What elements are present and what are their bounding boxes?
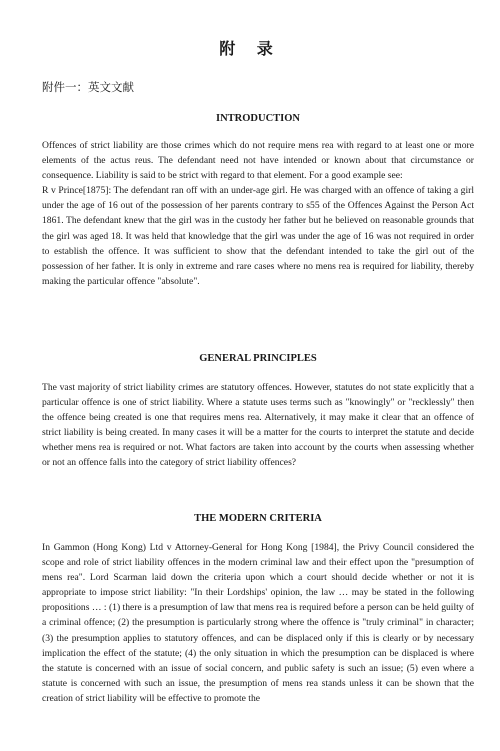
section-heading: INTRODUCTION <box>215 113 300 124</box>
paragraph: The vast majority of strict liability crimes are statutory offences. However, statutes do not state explicitly that a particular offence is one of strict liability. Where a statute uses terms such as "knowingly" or "recklessly" then the offence being created is one that requires mens rea. Alternatively, it may make it clear that an offence of strict liability is being created. In many cases it will be a matter for the courts to interpret the statute and decide whether mens rea is required or not. What factors are taken into account by the courts when assessing whether or not an offence falls into the category of strict liability offences? <box>42 382 474 469</box>
section-modern-criteria <box>42 513 474 706</box>
paragraph: Offences of strict liability are those crimes which do not require mens rea with regard to at least one or more elements of the actus reus. The defendant need not have intended or known about that circumstance or consequence. Liability is said to be strict with regard to that element. For a good example see: <box>42 140 474 182</box>
paragraph: In Gammon (Hong Kong) Ltd v Attorney-General for Hong Kong [1984], the Privy Council considered the scope and role of strict liability offences in the modern criminal law and their effect upon the "presumption of mens rea". Lord Scarman laid down the criteria upon which a court should decide whether or not it is appropriate to impose strict liability: "In their Lordships' opinion, the law … may be stated in the following propositions … : (1) there is a presumption of law that mens rea is required before a person can be held guilty of a criminal offence; (2) the presumption is particularly strong where the offence is "truly criminal" in character; (3) the presumption applies to statutory offences, and can be displaced only if this is clearly or by necessary implication the effect of the statute; (4) the only situation in which the presumption can be displaced is where the statute is concerned with an issue of social concern, and public safety is such an issue; (5) even where a statute is concerned with such an issue, the presumption of mens rea stands unless it can be shown that the creation of strict liability will be effective to promote the <box>42 542 474 704</box>
section-general-principles <box>42 353 474 471</box>
section-introduction <box>42 113 474 289</box>
appendix-label: 附件一：英文文献 <box>42 80 134 94</box>
section-heading: GENERAL PRINCIPLES <box>199 353 317 364</box>
page-title: 附 录 <box>219 39 281 58</box>
section-heading: THE MODERN CRITERIA <box>194 513 322 524</box>
paragraph: R v Prince[1875]: The defendant ran off with an under-age girl. He was charged with an offence of taking a girl under the age of 16 out of the possession of her parents contrary to s55 of the Offences Against the Person Act 1861. The defendant knew that the girl was in the custody her father but he believed on reasonable grounds that the girl was aged 18. It was held that knowledge that the girl was under the age of 16 was not required in order to establish the offence. It was sufficient to show that the defendant intended to take the girl out of the possession of her father. It is only in extreme and rare cases where no mens rea is required for liability, thereby making the particular offence "absolute". <box>42 185 474 287</box>
